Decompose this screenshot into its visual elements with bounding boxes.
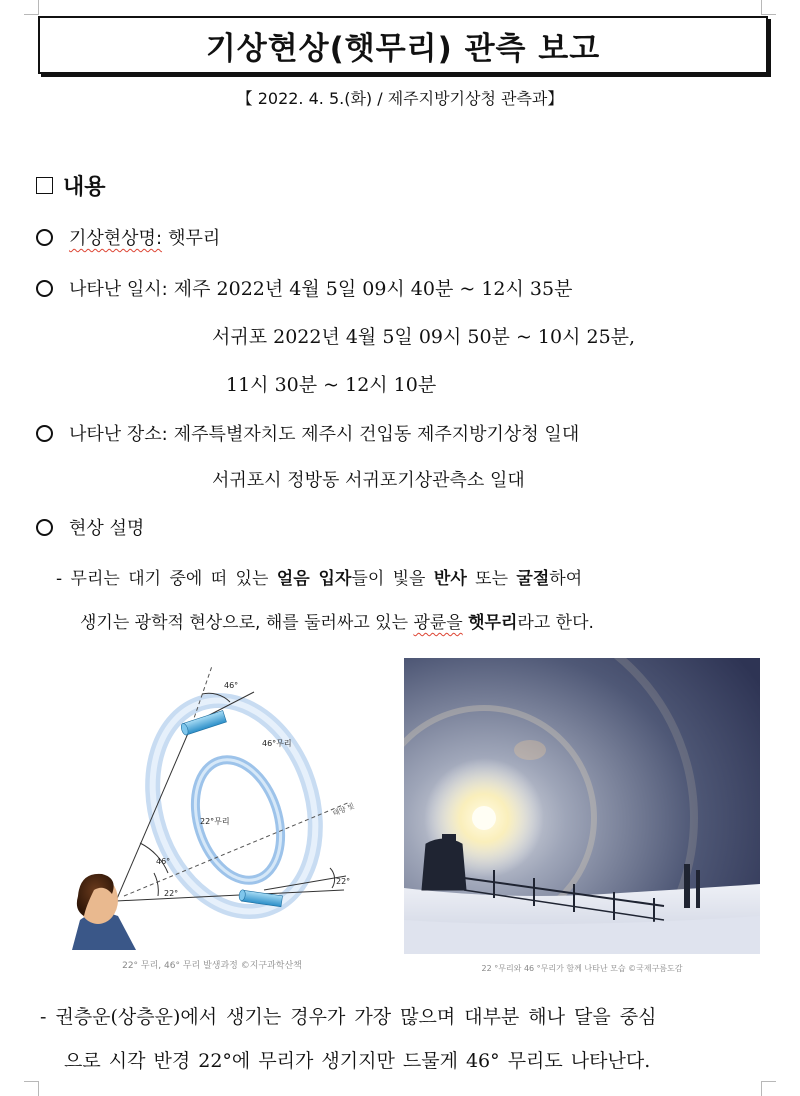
corner-mark	[24, 1081, 39, 1096]
corner-mark	[761, 0, 776, 15]
text-run-underlined: 광륜을	[413, 613, 463, 633]
item-label: 나타난 장소:	[69, 424, 168, 445]
circle-bullet-icon	[36, 280, 53, 297]
item-location	[36, 420, 579, 446]
text-run: - 무리는 대기 중에 떠 있는	[56, 569, 277, 589]
report-subtitle: 【 2022. 4. 5.(화) / 제주지방기상청 관측과】	[236, 89, 564, 108]
halo-46-label: 46°무리	[262, 739, 292, 748]
item-label: 나타난 일시:	[69, 279, 168, 300]
item-location-seogwipo: 서귀포시 정방동 서귀포기상관측소 일대	[212, 470, 525, 491]
halo-formation-diagram	[44, 658, 380, 950]
text-run: 생기는 광학적 현상으로, 해를 둘러싸고 있는	[80, 613, 414, 633]
footer-line-2: 으로 시각 반경 22°에 무리가 생기지만 드물게 46° 무리도 나타난다.	[64, 1050, 651, 1072]
section-title: 내용	[63, 175, 106, 200]
text-run-bold: 굴절	[516, 569, 550, 589]
text-run: 들이 빛을	[351, 569, 434, 589]
text-run-bold: 햇무리	[468, 613, 518, 633]
item-value: 제주특별자치도 제주시 건입동 제주지방기상청 일대	[173, 424, 580, 445]
description-line-2	[80, 608, 594, 633]
diagram-caption: 22° 무리, 46° 무리 발생과정 ©지구과학산책	[122, 961, 302, 971]
item-value: 햇무리	[168, 228, 221, 249]
item-label: 현상 설명	[69, 518, 145, 539]
angle-label: 46°	[224, 681, 239, 690]
page-title: 기상현상(햇무리) 관측 보고	[38, 16, 768, 74]
angle-label: 22°	[336, 877, 351, 886]
halo-photo	[404, 658, 760, 954]
item-label: 기상현상명:	[69, 228, 163, 249]
halo-22-label: 22°무리	[200, 817, 230, 826]
photo-caption: 22 °무리와 46 °무리가 함께 나타난 모습 ©국제구름도감	[481, 964, 683, 973]
circle-bullet-icon	[36, 229, 53, 246]
item-datetime-seogwipo-2: 11시 30분 ~ 12시 10분	[226, 374, 437, 396]
corner-mark	[761, 1081, 776, 1096]
footer-line-1: - 권층운(상층운)에서 생기는 경우가 가장 많으며 대부분 해나 달을 중심	[40, 1006, 657, 1028]
circle-bullet-icon	[36, 425, 53, 442]
item-value: 제주 2022년 4월 5일 09시 40분 ~ 12시 35분	[173, 278, 573, 300]
sunlight-label: 태양 빛	[331, 802, 356, 818]
item-datetime-seogwipo: 서귀포 2022년 4월 5일 09시 50분 ~ 10시 25분,	[212, 326, 636, 348]
text-run-bold: 얼음 입자	[276, 569, 352, 589]
item-description-heading	[36, 514, 144, 540]
angle-label: 22°	[164, 889, 179, 898]
text-run: 또는	[466, 569, 517, 589]
item-phenomenon-name	[36, 224, 220, 250]
circle-bullet-icon	[36, 519, 53, 536]
corner-mark	[24, 0, 39, 15]
angle-label: 46°	[156, 857, 171, 866]
text-run: 하여	[549, 569, 583, 589]
text-run: 라고 한다.	[517, 613, 594, 633]
text-run-bold: 반사	[433, 569, 467, 589]
square-bullet-icon	[36, 177, 53, 194]
section-heading	[36, 170, 106, 201]
item-datetime	[36, 274, 572, 301]
description-line-1	[56, 564, 582, 589]
